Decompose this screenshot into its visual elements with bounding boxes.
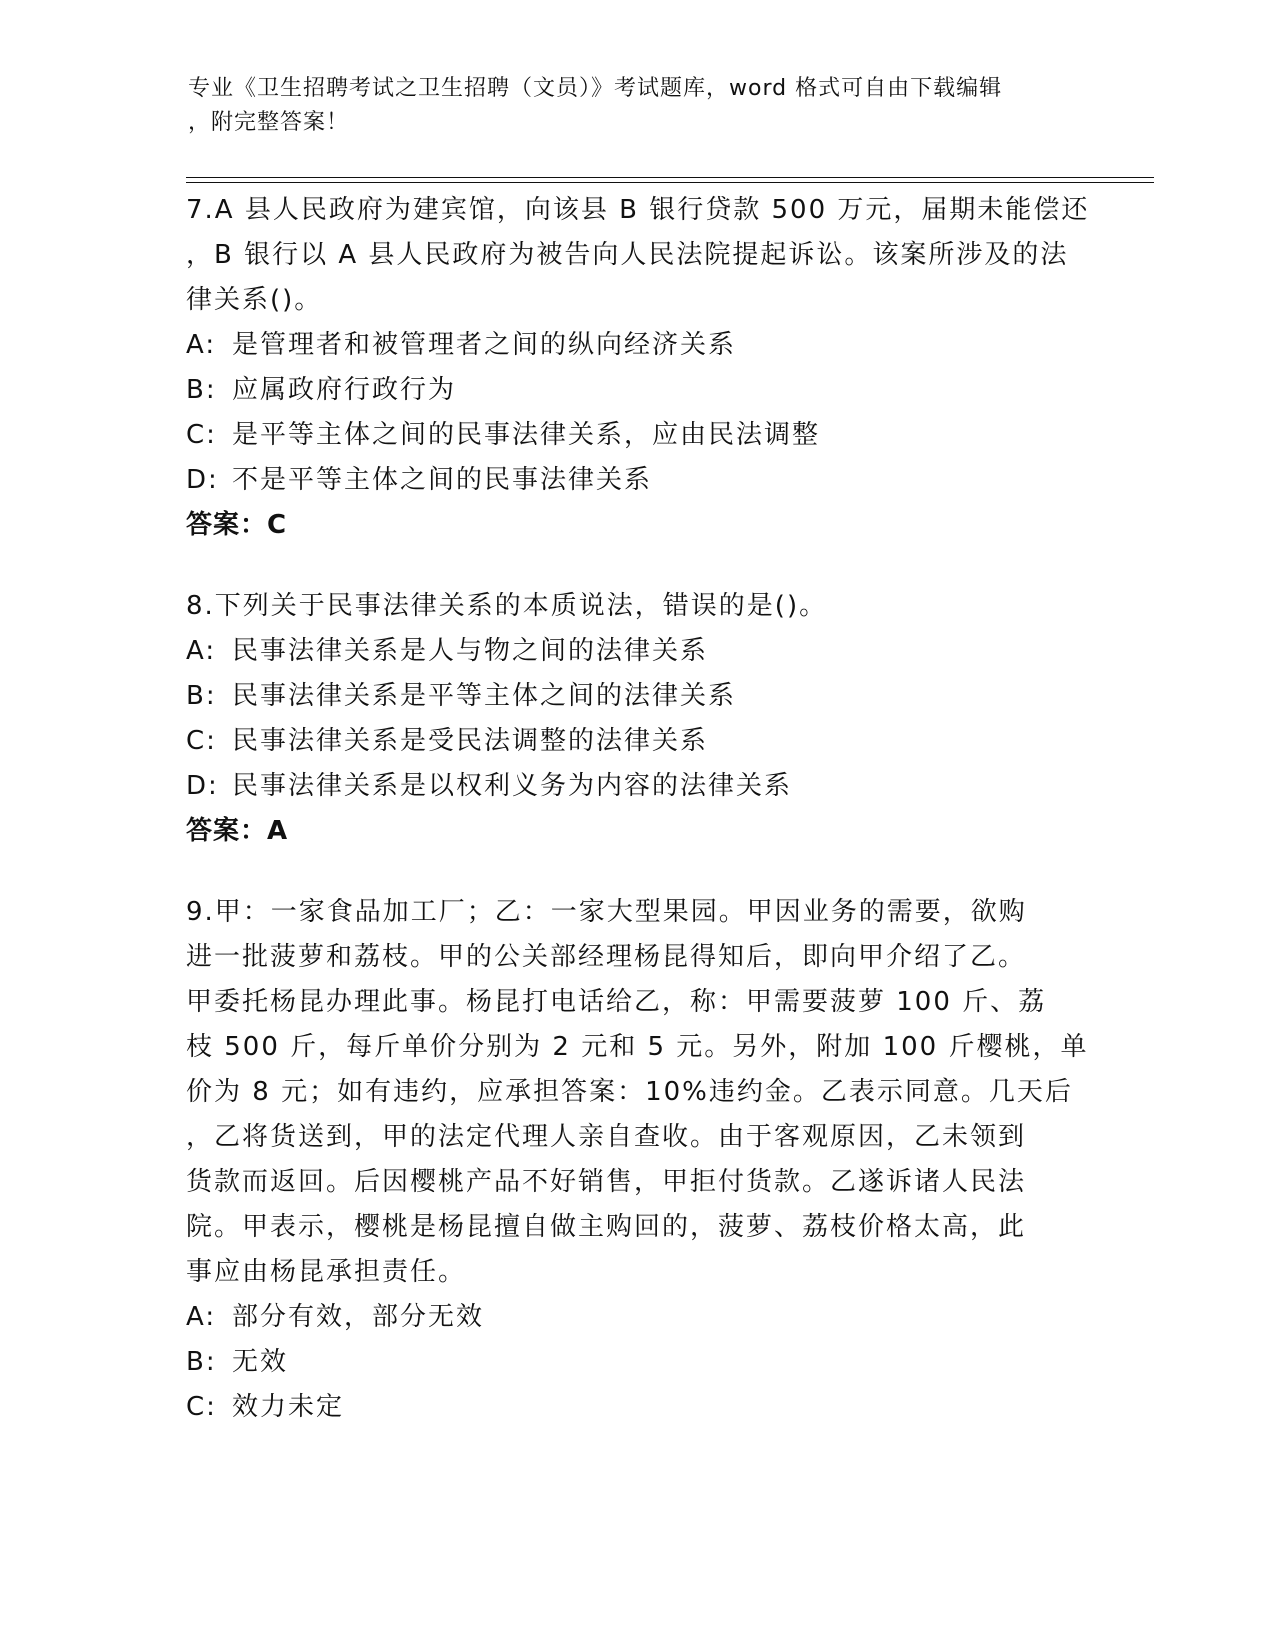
question-list bbox=[186, 188, 1090, 1466]
option-b bbox=[186, 1340, 1086, 1385]
option-b bbox=[186, 674, 1086, 719]
option-text: 部分有效，部分无效 bbox=[232, 1302, 485, 1332]
option-text: 不是平等主体之间的民事法律关系 bbox=[232, 465, 653, 495]
option-text: 是管理者和被管理者之间的纵向经济关系 bbox=[232, 330, 737, 360]
option-text: 民事法律关系是人与物之间的法律关系 bbox=[232, 636, 709, 666]
question-stem-line: 事应由杨昆承担责任。 bbox=[186, 1257, 467, 1287]
answer-label: 答案：A bbox=[186, 816, 289, 846]
question-stem-line: 8.下列关于民事法律关系的本质说法，错误的是()。 bbox=[186, 591, 828, 621]
question-stem-line: 院。甲表示，樱桃是杨昆擅自做主购回的，菠萝、荔枝价格太高，此 bbox=[186, 1212, 1027, 1242]
option-key: B: bbox=[186, 681, 217, 711]
option-text: 是平等主体之间的民事法律关系，应由民法调整 bbox=[232, 420, 821, 450]
option-c bbox=[186, 719, 1086, 764]
question-7 bbox=[186, 188, 1090, 548]
option-d bbox=[186, 458, 1086, 503]
option-b bbox=[186, 368, 1086, 413]
option-text: 民事法律关系是受民法调整的法律关系 bbox=[232, 726, 709, 756]
option-text: 无效 bbox=[232, 1347, 289, 1377]
option-key: C: bbox=[186, 1392, 217, 1422]
question-9 bbox=[186, 890, 1089, 1430]
option-c bbox=[186, 413, 1086, 458]
option-d bbox=[186, 764, 1086, 809]
header-divider-top bbox=[186, 177, 1154, 178]
question-stem-line: ，乙将货送到，甲的法定代理人亲自查收。由于客观原因，乙未领到 bbox=[186, 1122, 1027, 1152]
option-key: B: bbox=[186, 1347, 217, 1377]
option-a bbox=[186, 323, 1086, 368]
option-text: 民事法律关系是平等主体之间的法律关系 bbox=[232, 681, 737, 711]
option-key: D: bbox=[186, 465, 219, 495]
document-header bbox=[188, 72, 1088, 140]
question-stem-line: 甲委托杨昆办理此事。杨昆打电话给乙，称：甲需要菠萝 100 斤、荔 bbox=[186, 987, 1047, 1017]
option-a bbox=[186, 629, 1086, 674]
question-stem-line: 枝 500 斤，每斤单价分别为 2 元和 5 元。另外，附加 100 斤樱桃，单 bbox=[186, 1032, 1089, 1062]
question-stem-line: ，B 银行以 A 县人民政府为被告向人民法院提起诉讼。该案所涉及的法 bbox=[186, 240, 1069, 270]
question-stem-line: 进一批菠萝和荔枝。甲的公关部经理杨昆得知后，即向甲介绍了乙。 bbox=[186, 942, 1027, 972]
option-text: 应属政府行政行为 bbox=[232, 375, 457, 405]
option-text: 民事法律关系是以权利义务为内容的法律关系 bbox=[232, 771, 793, 801]
option-key: B: bbox=[186, 375, 217, 405]
header-line-1: 专业《卫生招聘考试之卫生招聘（文员）》考试题库，word 格式可自由下载编辑 bbox=[188, 76, 1003, 101]
option-key: C: bbox=[186, 726, 217, 756]
option-key: C: bbox=[186, 420, 217, 450]
option-key: A: bbox=[186, 1302, 217, 1332]
question-stem-line: 律关系()。 bbox=[186, 285, 323, 315]
option-key: A: bbox=[186, 636, 217, 666]
question-stem-line: 货款而返回。后因樱桃产品不好销售，甲拒付货款。乙遂诉诸人民法 bbox=[186, 1167, 1027, 1197]
header-divider-bottom bbox=[186, 182, 1154, 183]
question-stem-line: 价为 8 元；如有违约，应承担答案：10%违约金。乙表示同意。几天后 bbox=[186, 1077, 1073, 1107]
option-text: 效力未定 bbox=[232, 1392, 345, 1422]
question-8 bbox=[186, 584, 1086, 854]
option-key: D: bbox=[186, 771, 219, 801]
question-stem-line: 9.甲：一家食品加工厂；乙：一家大型果园。甲因业务的需要，欲购 bbox=[186, 897, 1027, 927]
header-line-2: ，附完整答案！ bbox=[188, 110, 350, 135]
answer-label: 答案：C bbox=[186, 510, 288, 540]
option-key: A: bbox=[186, 330, 217, 360]
option-c bbox=[186, 1385, 1086, 1430]
question-stem-line: 7.A 县人民政府为建宾馆，向该县 B 银行贷款 500 万元，届期未能偿还 bbox=[186, 195, 1090, 225]
option-a bbox=[186, 1295, 1086, 1340]
